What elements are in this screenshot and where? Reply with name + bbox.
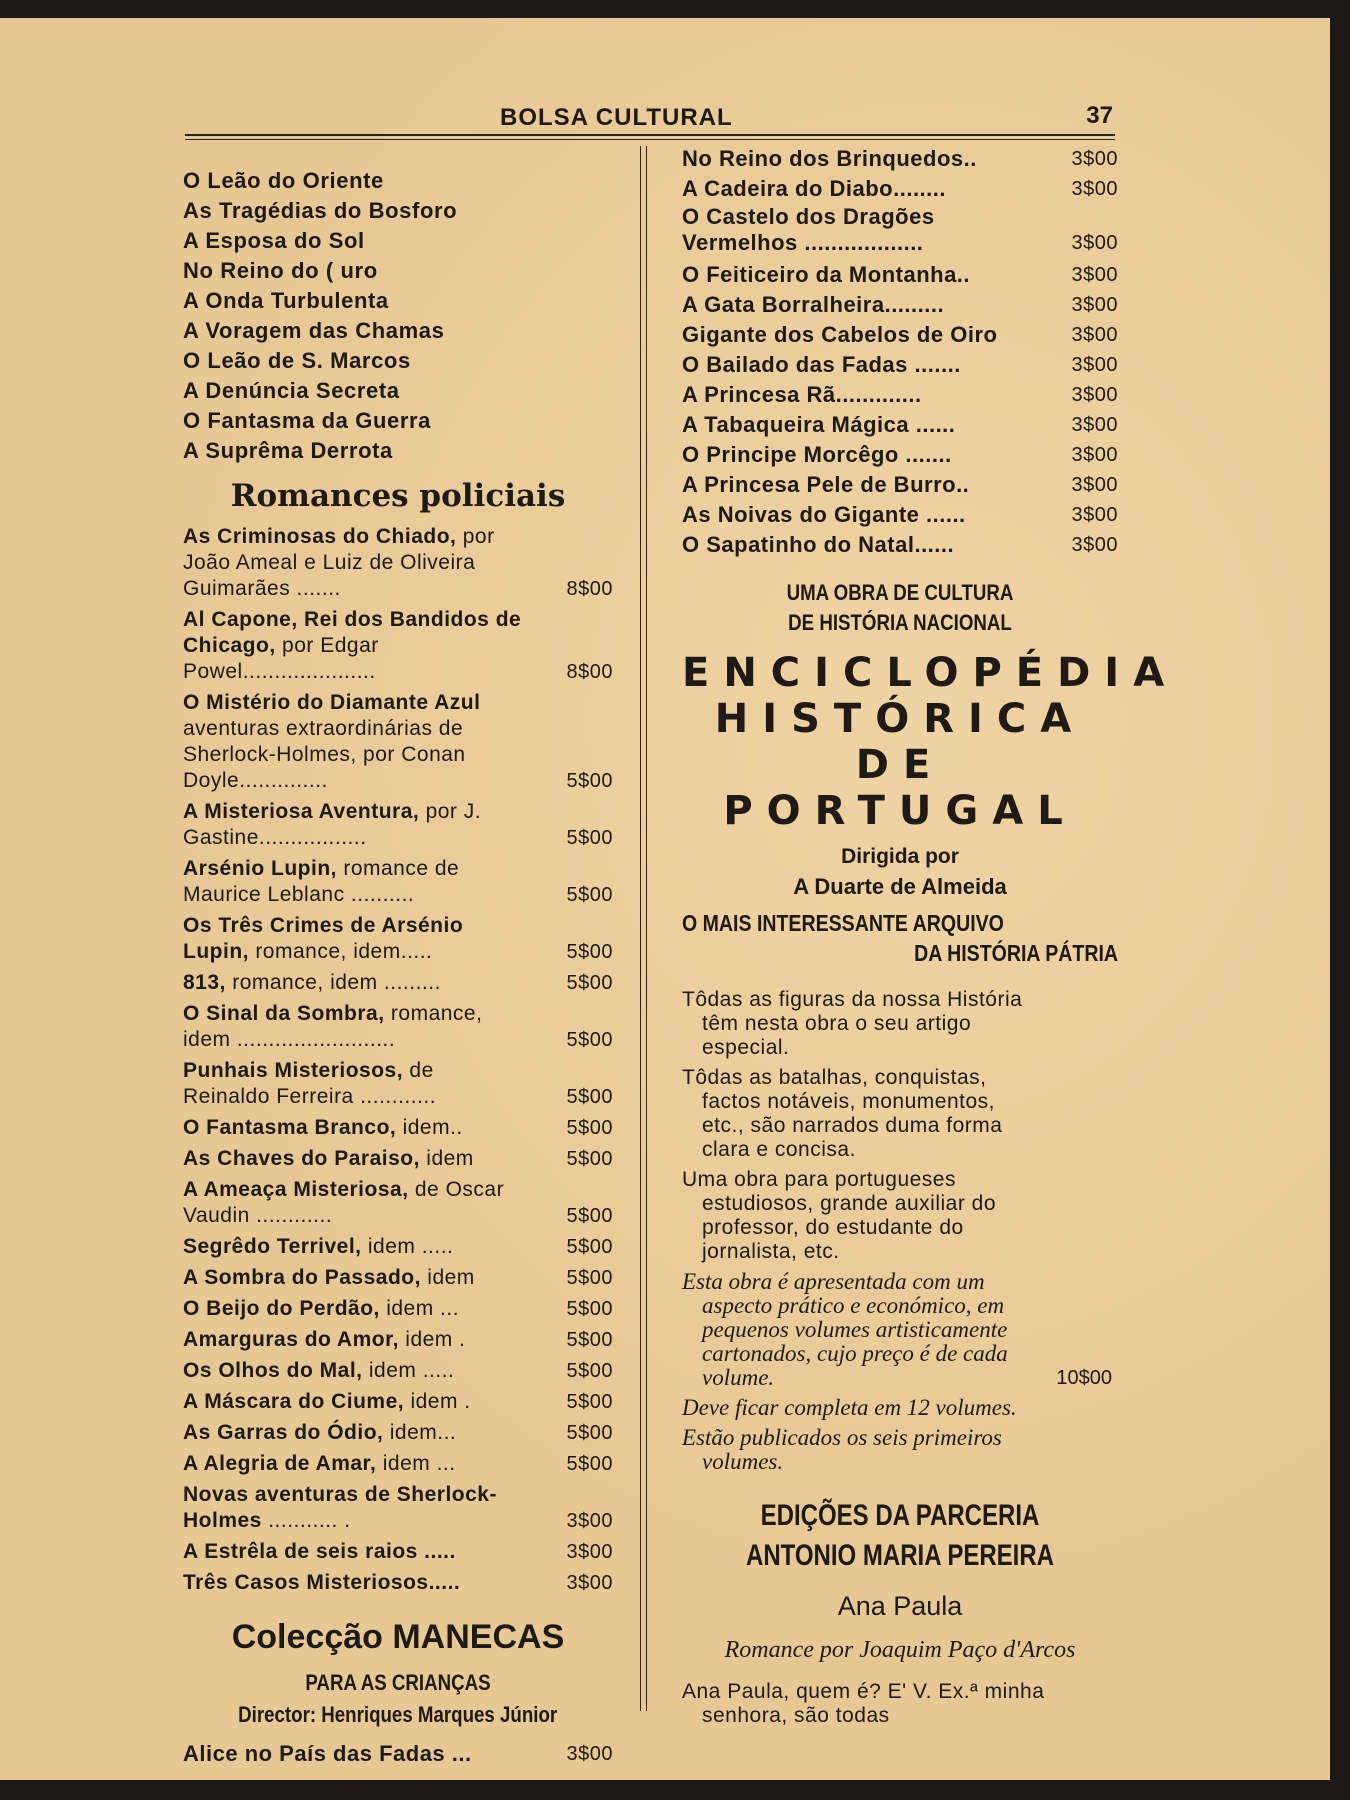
book-title: Ana Paula: [837, 1591, 963, 1621]
paragraph: Tôdas as batalhas, conquistas, factos notáveis, monumentos, etc., são narrados duma forma clara e concisa.: [682, 1066, 1003, 1161]
list-item: Três Casos Misteriosos..... 3$00: [183, 1571, 613, 1594]
manecas-list: [682, 144, 1118, 560]
list-item: Os Três Crimes de Arsénio Lupin, romance, idem..... 5$00: [183, 914, 613, 963]
list-item: O Leão de S. Marcos: [183, 348, 411, 373]
manecas-director: Director: Henriques Marques Júnior: [238, 1702, 558, 1727]
price: 5$00: [566, 1029, 613, 1051]
list-item: A Denúncia Secreta: [183, 378, 400, 403]
list-item: O Sinal da Sombra, romance, idem ......................... 5$00: [183, 1002, 613, 1051]
price: 5$00: [566, 1391, 613, 1413]
list-item: A Estrêla de seis raios ..... 3$00: [183, 1540, 613, 1563]
list-item: No Reino do ( uro: [183, 258, 378, 283]
book-subtitle: Romance por Joaquim Paço d'Arcos: [724, 1637, 1076, 1663]
price: 3$00: [1071, 534, 1118, 556]
price: 5$00: [566, 1453, 613, 1475]
directed-by: Dirigida por: [841, 845, 959, 868]
running-header: [185, 88, 1115, 134]
price-note: Esta obra é apresentada com um aspecto prático e económico, em pequenos volumes artisticamente cartonados, cujo preço é de cada volume. 10$00: [682, 1269, 1112, 1390]
list-item: A Princesa Pele de Burro.. 3$00: [682, 470, 1118, 500]
page-number: 37: [1086, 102, 1113, 129]
list-item: A Sombra do Passado, idem 5$00: [183, 1266, 613, 1289]
list-item: O Mistério do Diamante Azul aventuras extraordinárias de Sherlock-Holmes, por Conan Doyle.............. 5$00: [183, 691, 613, 792]
list-item: O Feiticeiro da Montanha.. 3$00: [682, 260, 1118, 290]
price: 5$00: [566, 770, 613, 792]
list-item: A Ameaça Misteriosa, de Oscar Vaudin ............ 5$00: [183, 1178, 613, 1227]
list-item: Gigante dos Cabelos de Oiro 3$00: [682, 320, 1118, 350]
list-item: Amarguras do Amor, idem . 5$00: [183, 1328, 613, 1351]
list-item: O Castelo dos Dragões Vermelhos .................. 3$00: [682, 204, 1118, 255]
list-item: 813, romance, idem ......... 5$00: [183, 971, 613, 994]
list-item: Os Olhos do Mal, idem ..... 5$00: [183, 1359, 613, 1382]
price: 5$00: [566, 1236, 613, 1258]
list-item: As Garras do Ódio, idem... 5$00: [183, 1421, 613, 1444]
list-item: A Onda Turbulenta: [183, 288, 389, 313]
list-item: A Cadeira do Diabo........ 3$00: [682, 174, 1118, 204]
price: 5$00: [566, 1360, 613, 1382]
price: 3$00: [1071, 294, 1118, 316]
list-item: A Esposa do Sol: [183, 228, 365, 253]
price: 3$00: [1071, 384, 1118, 406]
policiais-list: [183, 524, 613, 1596]
price: 5$00: [566, 1422, 613, 1444]
list-item: O Sapatinho do Natal...... 3$00: [682, 530, 1118, 560]
encyclopedia-slogan: O MAIS INTERESSANTE ARQUIVO DA HISTÓRIA PÁTRIA: [682, 910, 1118, 966]
paragraph: Tôdas as figuras da nossa História têm nesta obra o seu artigo especial.: [682, 988, 1023, 1059]
price: 5$00: [566, 1148, 613, 1170]
price: 3$00: [1071, 474, 1118, 496]
list-item: A Gata Borralheira......... 3$00: [682, 290, 1118, 320]
price: 3$00: [1071, 324, 1118, 346]
encyclopedia-tag: UMA OBRA DE CULTURA DE HISTÓRIA NACIONAL: [786, 580, 1014, 635]
encyclopedia-description: [682, 988, 1112, 1474]
list-item: As Criminosas do Chiado, por João Ameal e Luiz de Oliveira Guimarães ....... 8$00: [183, 525, 613, 600]
volumes-note: Deve ficar completa em 12 volumes.: [682, 1395, 1017, 1420]
list-item: O Leão do Oriente: [183, 168, 384, 193]
price: 5$00: [566, 972, 613, 994]
price: 5$00: [566, 827, 613, 849]
header-rule-thin: [185, 139, 1115, 140]
price: 3$00: [566, 1572, 613, 1594]
left-column: [183, 166, 613, 1769]
list-item: O Principe Morcêgo ....... 3$00: [682, 440, 1118, 470]
header-title: BOLSA CULTURAL: [500, 104, 733, 131]
price: 3$00: [1071, 264, 1118, 286]
page: [0, 18, 1330, 1780]
encyclopedia-director: A Duarte de Almeida: [793, 874, 1007, 899]
price: 5$00: [566, 1086, 613, 1108]
price: 3$00: [566, 1510, 613, 1532]
encyclopedia-title: ENCICLOPÉDIA HISTÓRICA DE PORTUGAL: [682, 650, 1179, 834]
right-column: [682, 144, 1179, 1728]
list-item: Arsénio Lupin, romance de Maurice Leblanc .......... 5$00: [183, 857, 613, 906]
price: 3$00: [566, 1541, 613, 1563]
book-excerpt: Ana Paula, quem é? E' V. Ex.ª minha senhora, são todas: [682, 1680, 1045, 1727]
list-item: Alice no País das Fadas ... 3$00: [183, 1741, 613, 1766]
price: 5$00: [566, 1117, 613, 1139]
paragraph: Uma obra para portugueses estudiosos, grande auxiliar do professor, do estudante do jornalista, etc.: [682, 1168, 997, 1263]
column-divider: [640, 146, 641, 1711]
manecas-subheading: PARA AS CRIANÇAS: [305, 1670, 491, 1695]
list-item: O Beijo do Perdão, idem ... 5$00: [183, 1297, 613, 1320]
price: 3$00: [1071, 414, 1118, 436]
list-item: Punhais Misteriosos, de Reinaldo Ferreira ............ 5$00: [183, 1059, 613, 1108]
header-rule: [185, 134, 1115, 136]
list-item: A Princesa Rã............. 3$00: [682, 380, 1118, 410]
list-item: As Noivas do Gigante ...... 3$00: [682, 500, 1118, 530]
published-note: Estão publicados os seis primeiros volumes.: [682, 1425, 1002, 1474]
list-item: O Fantasma Branco, idem.. 5$00: [183, 1116, 613, 1139]
list-item: A Voragem das Chamas: [183, 318, 445, 343]
section-heading-manecas: Colecção MANECAS: [231, 1618, 565, 1656]
title-list: [183, 166, 613, 466]
price: 5$00: [566, 1298, 613, 1320]
list-item: A Tabaqueira Mágica ...... 3$00: [682, 410, 1118, 440]
price: 5$00: [566, 1329, 613, 1351]
section-heading-policiais: Romances policiais: [230, 478, 566, 514]
list-item: No Reino dos Brinquedos.. 3$00: [682, 144, 1118, 174]
list-item: O Fantasma da Guerra: [183, 408, 431, 433]
parceria-block: EDIÇÕES DA PARCERIA ANTONIO MARIA PEREIRA Ana Paula Romance por Joaquim Paço d'Arcos Ana Paula, quem é? E' V. Ex.ª minha senhora, são todas: [682, 1496, 1118, 1728]
price: 5$00: [566, 1267, 613, 1289]
list-item: A Misteriosa Aventura, por J. Gastine................. 5$00: [183, 800, 613, 849]
price: 3$00: [1071, 354, 1118, 376]
column-divider-inner: [646, 146, 647, 1711]
list-item: A Máscara do Ciume, idem . 5$00: [183, 1390, 613, 1413]
list-item: As Tragédias do Bosforo: [183, 198, 458, 223]
price: 3$00: [1071, 444, 1118, 466]
price: 5$00: [566, 1205, 613, 1227]
price: 8$00: [566, 578, 613, 600]
price: 3$00: [1071, 148, 1118, 170]
price: 3$00: [1071, 504, 1118, 526]
list-item: Al Capone, Rei dos Bandidos de Chicago, por Edgar Powel..................... 8$00: [183, 608, 613, 683]
price: 3$00: [1071, 178, 1118, 200]
price: 5$00: [566, 884, 613, 906]
price: 5$00: [566, 941, 613, 963]
list-item: A Alegria de Amar, idem ... 5$00: [183, 1452, 613, 1475]
list-item: Novas aventuras de Sherlock-Holmes ........... . 3$00: [183, 1483, 613, 1532]
price: 8$00: [566, 661, 613, 683]
price: 3$00: [1071, 232, 1118, 254]
list-item: As Chaves do Paraiso, idem 5$00: [183, 1147, 613, 1170]
list-item: Segrêdo Terrivel, idem ..... 5$00: [183, 1235, 613, 1258]
list-item: A Suprêma Derrota: [183, 438, 393, 463]
list-item: O Bailado das Fadas ....... 3$00: [682, 350, 1118, 380]
